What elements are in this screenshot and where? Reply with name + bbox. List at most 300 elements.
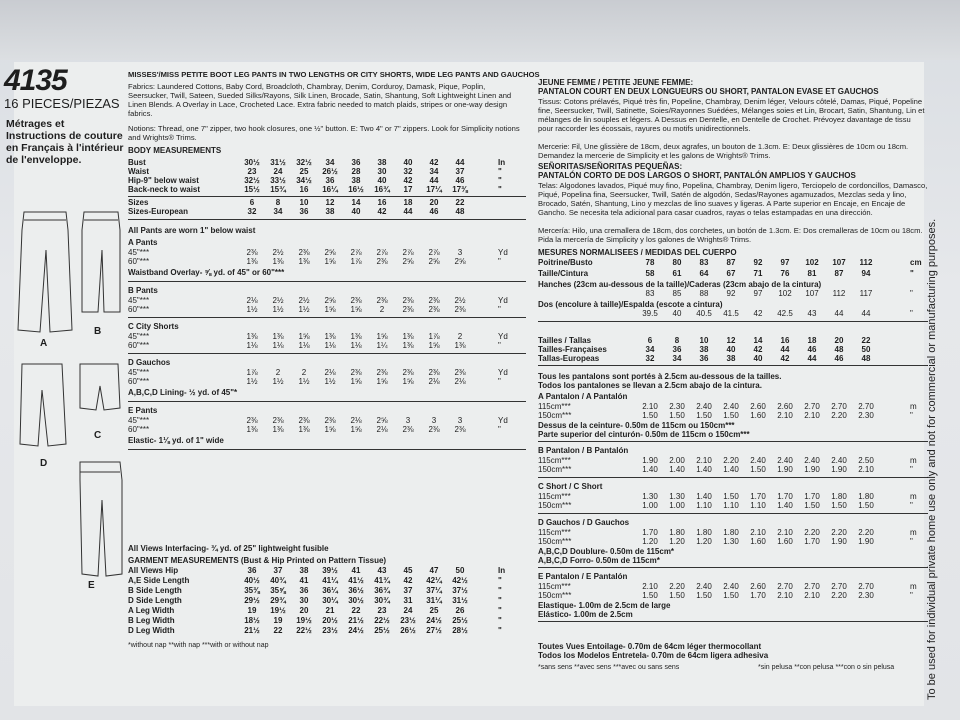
table-cell: 1.80 (696, 528, 712, 537)
table-cell: 2.70 (777, 582, 793, 591)
table-cell: 112 (832, 289, 846, 298)
mesure-row (538, 269, 928, 278)
table-cell: 19½ (270, 606, 286, 615)
metrage-row (538, 492, 928, 501)
pattern-number: 4135 (4, 64, 67, 97)
metrage-extra: Dessus de la ceinture- 0.50m de 115cm ou 150cm*** (538, 421, 735, 430)
table-cell: 1⅜ (246, 332, 258, 341)
table-cell: 40 (726, 345, 736, 354)
table-cell: 1⅝ (402, 377, 414, 386)
view-c-sketch (20, 364, 66, 446)
table-cell: 2⅜ (246, 248, 258, 257)
table-cell: 87 (834, 269, 844, 278)
table-cell: 1.30 (642, 492, 658, 501)
table-cell: 1.40 (723, 465, 739, 474)
table-cell: 1⅞ (428, 332, 440, 341)
table-cell: 35⅜ (244, 586, 260, 595)
table-cell: 2.10 (777, 411, 793, 420)
metrage-extra: Elástico- 1.00m de 2.5cm (538, 610, 633, 619)
row-label: 60"*** (128, 425, 150, 434)
table-cell: 42.5 (777, 309, 793, 318)
garment-measurement-row (128, 566, 526, 576)
table-cell: 28½ (452, 626, 468, 635)
interfacing-note: All Views Interfacing- ¾ yd. of 25" lightweight fusible (128, 544, 329, 553)
row-label: Hip-9" below waist (128, 176, 199, 185)
table-cell: 25 (299, 167, 309, 176)
divider (538, 365, 928, 366)
table-cell: 2⅝ (324, 296, 336, 305)
table-cell: 39½ (322, 566, 338, 575)
table-cell: 3 (457, 248, 463, 257)
metrage-extra: Elastique- 1.00m de 2.5cm de large (538, 601, 671, 610)
table-cell: 34 (325, 158, 335, 167)
table-cell: 27½ (426, 626, 442, 635)
garment-measurement-row (128, 606, 526, 616)
table-cell: 1.20 (669, 537, 685, 546)
table-cell: 17¼ (426, 185, 442, 194)
table-cell: 33½ (270, 176, 286, 185)
row-label: A,E Side Length (128, 576, 190, 585)
divider (128, 449, 526, 450)
table-cell: 87 (726, 258, 736, 267)
table-cell: 44 (403, 207, 413, 216)
table-cell: 1⅝ (350, 377, 362, 386)
table-cell: 2.10 (642, 582, 658, 591)
table-cell: 1.30 (669, 492, 685, 501)
metrage-section-heading: C Short / C Short (538, 482, 603, 491)
row-label: Sizes-European (128, 207, 189, 216)
table-cell: 1½ (246, 377, 258, 386)
table-cell: 107 (805, 289, 819, 298)
table-cell: 30 (377, 167, 387, 176)
table-cell: 25 (429, 606, 439, 615)
table-cell: 1½ (324, 377, 336, 386)
table-cell: 44 (807, 354, 817, 363)
table-cell: 1½ (272, 305, 284, 314)
divider (538, 567, 928, 568)
table-cell: 1⅝ (376, 332, 388, 341)
table-cell: 36 (299, 586, 309, 595)
table-cell: 107 (832, 258, 846, 267)
row-label: Poitrine/Busto (538, 258, 593, 267)
intro-french: Métrages et Instructions de couture en Français à l'intérieur de l'enveloppe. (6, 118, 124, 166)
divider (128, 401, 526, 402)
row-label: 115cm*** (538, 456, 571, 465)
fabrics-text: Fabrics: Laundered Cottons, Baby Cord, Broadcloth, Chambray, Denim, Corduroy, Damask, Pique, Poplin, Seersucker, Twill, Sateen, Sueded Silks/Rayons, Silk Linen, Brocade, Satin, Shantung, Soft Lightweight Linen and Linen Blends. A Overlay in Lace, Crocheted Lace. Extra fabric needed to match plaids, stripes or one-way design fabrics. (128, 82, 512, 118)
table-cell: 2.10 (777, 528, 793, 537)
table-cell: 12 (325, 198, 335, 207)
table-cell: 1⅜ (272, 332, 284, 341)
row-label: Taille/Cintura (538, 269, 589, 278)
row-label: Back-neck to waist (128, 185, 201, 194)
table-cell: 3 (457, 416, 463, 425)
notions-text: Notions: Thread, one 7" zipper, two hook closures, one ½" button. E: Two 4" or 7" zippers. Look for Simplicity notions and Wrights® Trims. (128, 124, 520, 142)
table-cell: 2⅞ (428, 248, 440, 257)
table-cell: 97 (753, 289, 763, 298)
table-cell: 1.50 (723, 591, 739, 600)
table-cell: 26½ (400, 626, 416, 635)
table-cell: 2.40 (831, 456, 847, 465)
row-label: 45"*** (128, 296, 150, 305)
table-cell: 1⅝ (324, 257, 336, 266)
table-cell: 1⅛ (350, 341, 362, 350)
unit-label: " (910, 411, 913, 420)
table-cell: 22½ (296, 626, 312, 635)
table-cell: 38 (377, 158, 387, 167)
table-cell: 1.00 (669, 501, 685, 510)
table-cell: 1⅝ (350, 425, 362, 434)
unit-label: " (498, 167, 502, 176)
table-cell: 2⅛ (246, 296, 258, 305)
table-cell: 3 (405, 416, 411, 425)
row-label: Tallas-Europeas (538, 354, 600, 363)
table-cell: 2⅝ (376, 416, 388, 425)
spanish-title-1: SEÑORITAS/SEÑORITAS PEQUEÑAS: (538, 162, 683, 171)
table-cell: 1.50 (696, 411, 712, 420)
usage-notice: To be used for individual private home use only and not for commercial or manufacturing purposes. (926, 218, 938, 700)
spanish-title-2: PANTALÓN CORTO DE DOS LARGOS O SHORT, PANTALÓN AMPLIOS Y GAUCHOS (538, 171, 856, 180)
table-cell: 36½ (348, 586, 364, 595)
long-label: Hanches (23cm au-dessous de la taille)/Caderas (23cm abajo de la cintura) (538, 280, 822, 289)
row-label: 45"*** (128, 368, 150, 377)
table-cell: 2.70 (858, 582, 874, 591)
french-footnote: *sans sens **avec sens ***avec ou sans sens (538, 664, 680, 671)
garment-measurement-row (128, 586, 526, 596)
table-cell: 2.70 (804, 582, 820, 591)
table-cell: 1.70 (804, 492, 820, 501)
yardage-row (128, 332, 526, 341)
table-cell: 34 (429, 167, 439, 176)
table-cell: 38 (299, 566, 309, 575)
divider (128, 281, 526, 282)
divider (538, 621, 928, 622)
table-cell: 2 (301, 368, 307, 377)
table-cell: 8 (275, 198, 281, 207)
row-label: 60"*** (128, 341, 150, 350)
row-label: 60"*** (128, 377, 150, 386)
table-cell: 21 (325, 606, 335, 615)
size-row (128, 198, 526, 207)
table-cell: 1.00 (642, 501, 658, 510)
table-cell: 2½ (272, 248, 284, 257)
table-cell: 78 (645, 258, 655, 267)
table-cell: 2⅜ (350, 296, 362, 305)
table-cell: 29½ (244, 596, 260, 605)
table-cell: 1⅜ (454, 341, 466, 350)
metrage-section-heading: B Pantalon / B Pantalón (538, 446, 629, 455)
table-cell: 47 (429, 566, 439, 575)
table-cell: 2.50 (858, 456, 874, 465)
taille-row (538, 354, 928, 363)
unit-label: " (498, 626, 502, 635)
table-cell: 36 (351, 158, 361, 167)
unit-label: " (910, 289, 913, 298)
table-cell: 2⅜ (428, 425, 440, 434)
table-cell: 32 (247, 207, 257, 216)
table-cell: 31½ (452, 596, 468, 605)
unit-label: " (910, 465, 913, 474)
table-cell: 23 (377, 606, 387, 615)
table-cell: 1⅛ (324, 341, 336, 350)
metrage-extra: Parte superior del cinturón- 0.50m de 115cm o 150cm*** (538, 430, 750, 439)
table-cell: 28 (351, 167, 361, 176)
view-a-sketch (18, 212, 72, 332)
divider (538, 441, 928, 442)
unit-label: " (910, 269, 914, 278)
table-cell: 2.70 (831, 582, 847, 591)
table-cell: 25½ (374, 626, 390, 635)
table-cell: 1.90 (777, 465, 793, 474)
table-cell: 2⅝ (324, 248, 336, 257)
table-cell: 88 (699, 289, 709, 298)
table-cell: 1.50 (669, 591, 685, 600)
table-cell: 18 (403, 198, 413, 207)
table-cell: 1.50 (723, 411, 739, 420)
row-label: 115cm*** (538, 492, 571, 501)
table-cell: 71 (753, 269, 763, 278)
table-cell: 40¾ (270, 576, 286, 585)
table-cell: 20 (299, 606, 309, 615)
table-cell: 40 (672, 309, 682, 318)
table-cell: 23 (247, 167, 257, 176)
metrage-row (538, 582, 928, 591)
table-cell: 2⅜ (350, 368, 362, 377)
unit-label: " (498, 576, 502, 585)
table-cell: 42½ (452, 576, 468, 585)
size-row (128, 207, 526, 216)
table-cell: 85 (672, 289, 682, 298)
unit-label: Yd (498, 368, 508, 377)
table-cell: 2.70 (831, 402, 847, 411)
merceria-text: Mercería: Hilo, una cremallera de 18cm, dos corchetes, un botón de 1.3cm. E: Dos cremalleras de 10cm ou 18cm. Pida la mercería de Simplicity y los galones de Wrights® Trims. (538, 226, 923, 244)
table-cell: 1.40 (696, 465, 712, 474)
table-cell: 23½ (322, 626, 338, 635)
table-cell: 36 (672, 345, 682, 354)
table-cell: 19 (273, 616, 283, 625)
unit-label: " (498, 377, 501, 386)
table-cell: 2.40 (804, 456, 820, 465)
table-cell: 30 (299, 596, 309, 605)
body-measurements-heading: BODY MEASUREMENTS (128, 146, 222, 155)
table-cell: 20 (429, 198, 439, 207)
unit-label: " (498, 341, 501, 350)
table-cell: 1⅜ (246, 425, 258, 434)
table-cell: 41 (351, 566, 361, 575)
unit-label: " (910, 501, 913, 510)
divider (128, 219, 526, 220)
table-cell: 14 (753, 336, 763, 345)
table-cell: 1.80 (858, 492, 874, 501)
table-cell: 1.20 (696, 537, 712, 546)
yardage-row (128, 305, 526, 314)
table-cell: 32½ (296, 158, 312, 167)
spanish-footnote: *sin pelusa **con pelusa ***con o sin pelusa (758, 664, 895, 671)
table-cell: 1.80 (669, 528, 685, 537)
table-cell: 2.10 (858, 465, 874, 474)
table-cell: 22 (273, 626, 283, 635)
table-cell: 41¾ (374, 576, 390, 585)
table-cell: 1.50 (804, 501, 820, 510)
yardage-section-heading: D Gauchos (128, 358, 171, 367)
table-cell: 16¾ (374, 185, 390, 194)
table-cell: 2⅜ (376, 257, 388, 266)
table-cell: 1.90 (831, 465, 847, 474)
table-cell: 1.80 (723, 528, 739, 537)
table-cell: 1⅛ (246, 341, 258, 350)
table-cell: 48 (861, 354, 871, 363)
table-cell: 2.40 (696, 402, 712, 411)
table-cell: 38 (325, 207, 335, 216)
table-cell: 1.10 (750, 501, 766, 510)
table-cell: 2⅛ (454, 377, 466, 386)
table-cell: 92 (753, 258, 763, 267)
table-cell: 50 (861, 345, 871, 354)
table-cell: 1.50 (669, 411, 685, 420)
unit-label: Yd (498, 332, 508, 341)
metrage-row (538, 465, 928, 474)
table-cell: 12 (726, 336, 736, 345)
table-cell: 41 (299, 576, 309, 585)
table-cell: 17 (403, 185, 413, 194)
table-cell: 6 (249, 198, 255, 207)
view-b-sketch (82, 212, 120, 312)
table-cell: 46 (807, 345, 817, 354)
row-label: Tailles-Françaises (538, 345, 607, 354)
mesures-heading: MESURES NORMALISEES / MEDIDAS DEL CUERPO (538, 248, 737, 257)
table-cell: 2.20 (831, 528, 847, 537)
table-cell: 2½ (272, 296, 284, 305)
table-cell: 42 (403, 576, 413, 585)
table-cell: 1⅝ (350, 305, 362, 314)
body-measurement-row (128, 158, 526, 167)
table-cell: 44 (834, 309, 844, 318)
garment-measurement-row (128, 596, 526, 606)
table-cell: 18 (807, 336, 817, 345)
table-cell: 2.30 (669, 402, 685, 411)
divider (128, 317, 526, 318)
table-cell: 42¼ (426, 576, 442, 585)
table-cell: 37 (273, 566, 283, 575)
unit-label: " (498, 305, 501, 314)
table-cell: 22 (351, 606, 361, 615)
table-cell: 40½ (244, 576, 260, 585)
table-cell: 36¾ (374, 586, 390, 595)
unit-label: " (498, 596, 502, 605)
table-cell: 44 (455, 158, 465, 167)
table-cell: 16½ (348, 185, 364, 194)
table-cell: 1.50 (831, 501, 847, 510)
unit-label: In (498, 566, 506, 575)
yardage-extra: Waistband Overlay- ⅝ yd. of 45" or 60"*** (128, 268, 285, 277)
table-cell: 80 (672, 258, 682, 267)
table-cell: 42 (753, 309, 763, 318)
table-cell: 1⅜ (272, 425, 284, 434)
table-cell: 34 (672, 354, 682, 363)
table-cell: 38 (351, 176, 361, 185)
table-cell: 2.20 (804, 528, 820, 537)
table-cell: 1⅝ (428, 341, 440, 350)
metrage-row (538, 402, 928, 411)
mesure-row (538, 289, 928, 298)
body-measurement-row (128, 185, 526, 194)
table-cell: 2.10 (804, 411, 820, 420)
table-cell: 41.5 (723, 309, 739, 318)
table-cell: 2⅜ (272, 416, 284, 425)
metrage-row (538, 537, 928, 546)
divider (538, 513, 928, 514)
table-cell: 2 (275, 368, 281, 377)
table-cell: 112 (859, 258, 873, 267)
table-cell: 24 (273, 167, 283, 176)
row-label: 60"*** (128, 305, 150, 314)
table-cell: 61 (672, 269, 682, 278)
table-cell: 29¾ (270, 596, 286, 605)
taille-row (538, 336, 928, 345)
table-cell: 1.40 (696, 492, 712, 501)
table-cell: 3 (431, 416, 437, 425)
table-cell: 40 (351, 207, 361, 216)
metrage-row (538, 411, 928, 420)
table-cell: 1.50 (642, 411, 658, 420)
view-label-b: B (94, 326, 102, 337)
table-cell: 37 (455, 167, 465, 176)
table-cell: 2.00 (669, 456, 685, 465)
table-cell: 32 (403, 167, 413, 176)
table-cell: 24½ (348, 626, 364, 635)
table-cell: 1.90 (804, 465, 820, 474)
table-cell: 22 (455, 198, 465, 207)
unit-label: " (498, 586, 502, 595)
table-cell: 34 (273, 207, 283, 216)
table-cell: 1.90 (642, 456, 658, 465)
table-cell: 1.10 (696, 501, 712, 510)
table-cell: 1.70 (777, 492, 793, 501)
table-cell: 25½ (452, 616, 468, 625)
garment-measurement-row (128, 576, 526, 586)
table-cell: 2⅝ (428, 257, 440, 266)
table-cell: 30½ (244, 158, 260, 167)
metrage-row (538, 528, 928, 537)
table-cell: 31 (403, 596, 413, 605)
table-cell: 2⅞ (376, 248, 388, 257)
table-cell: 1.30 (723, 537, 739, 546)
table-cell: 42 (753, 345, 763, 354)
table-cell: 2⅜ (454, 305, 466, 314)
table-cell: 2⅞ (402, 248, 414, 257)
english-title: MISSES'/MISS PETITE BOOT LEG PANTS IN TWO LENGTHS OR CITY SHORTS, WIDE LEG PANTS AND GAUCHOS (128, 70, 540, 79)
table-cell: 30¼ (322, 596, 338, 605)
table-cell: 44 (861, 309, 871, 318)
table-cell: 22½ (374, 616, 390, 625)
table-cell: 21½ (348, 616, 364, 625)
unit-label: Yd (498, 296, 508, 305)
row-label: Tailles / Tallas (538, 336, 592, 345)
view-label-e: E (88, 580, 95, 591)
table-cell: 2.30 (858, 411, 874, 420)
table-cell: 1.40 (642, 465, 658, 474)
table-cell: 1⅜ (402, 332, 414, 341)
divider (538, 477, 928, 478)
entoilage-es: Todos los Modelos Entretela- 0.70m de 64cm ligera adhesiva (538, 651, 769, 660)
table-cell: 2⅜ (428, 368, 440, 377)
table-cell: 1.80 (831, 492, 847, 501)
table-cell: 34½ (296, 176, 312, 185)
table-cell: 2.10 (804, 591, 820, 600)
worn-note-fr: Tous les pantalons sont portés à 2.5cm au-dessous de la tailles. (538, 372, 782, 381)
table-cell: 17⅜ (452, 185, 468, 194)
metrage-section-heading: E Pantalon / E Pantalón (538, 572, 628, 581)
table-cell: 21½ (244, 626, 260, 635)
